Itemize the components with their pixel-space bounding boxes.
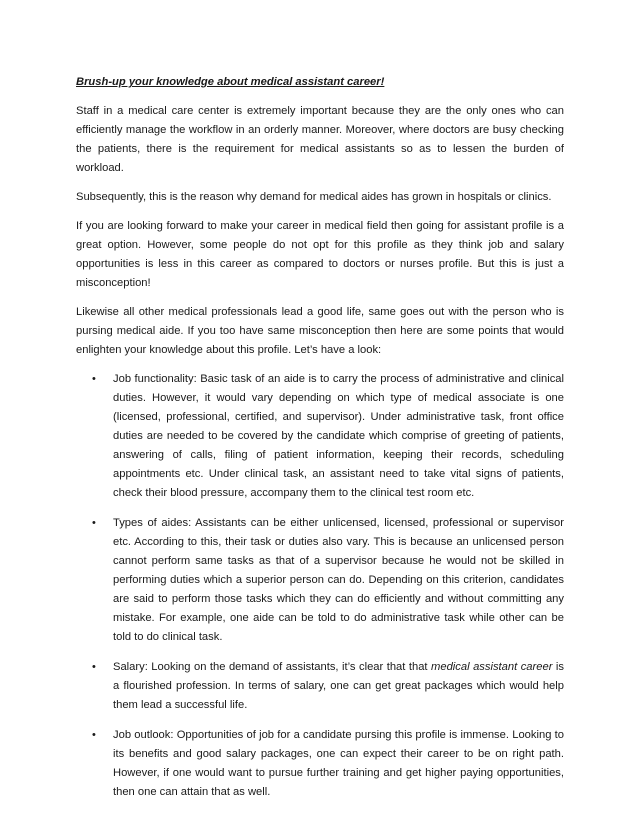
bullet-job-outlook [76,726,564,802]
paragraph-misconception: Likewise all other medical professionals lead a good life, same goes out with the person who is pursing medical aide. If you too have same misconception then here are some points that would enlighten your knowledge about this profile. Let’s have a look: [76,306,564,356]
document-title: Brush-up your knowledge about medical assistant career! [76,76,385,88]
bullet-text: Job outlook: Opportunities of job for a candidate pursing this profile is immense. Looking to its benefits and good salary packages, one can expect their career to be on right path. However, if one would want to pursue further training and get higher paying opportunities, then one can attain that as well. [113,729,564,798]
paragraph-career-option: If you are looking forward to make your career in medical field then going for assistant profile is a great option. However, some people do not opt for this profile as they think job and salary opportunities is less in this career as compared to doctors or nurses profile. But this is just a misconception! [76,220,564,289]
bullet-salary [76,658,564,715]
document-page [76,74,564,813]
bullet-job-functionality [76,370,564,503]
bullet-text-after: is a flourished profession. In terms of salary, one can get great packages which would help them lead a successful life. [113,661,564,711]
bullet-text: Types of aides: Assistants can be either unlicensed, licensed, professional or supervisor etc. According to this, their task or duties also vary. This is because an unlicensed person cannot perform same tasks as that of a supervisor because he would not be skilled in performing duties which a superior person can do. Depending on this criterion, candidates are said to perform those tasks which they can do efficiently and without committing any mistake. For example, one aide can be told to do administrative task while other can be told to do clinical task. [113,517,564,643]
bullet-icon: • [92,517,96,529]
paragraph-demand: Subsequently, this is the reason why demand for medical aides has grown in hospitals or clinics. [76,191,552,203]
emphasis-medical-assistant-career: medical assistant career [431,661,553,673]
bullet-icon: • [92,373,96,385]
bullet-icon: • [92,729,96,741]
bullet-text: Job functionality: Basic task of an aide is to carry the process of administrative and clinical duties. However, it would vary depending on which type of medical associate is one (licensed, professional, certified, and supervisor). Under administrative task, front office duties are needed to be covered by the candidate which comprise of greeting of patients, answering of calls, filing of patient information, keeping their records, scheduling appointments etc. Under clinical task, an assistant need to take vital signs of patients, check their blood pressure, accompany them to the clinical test room etc. [113,373,564,499]
paragraph-staff-importance: Staff in a medical care center is extremely important because they are the only ones who can efficiently manage the workflow in an orderly manner. Moreover, where doctors are busy checking the patients, there is the requirement for medical assistants so as to lessen the burden of workload. [76,105,564,174]
bullet-list [76,370,564,802]
bullet-types-of-aides [76,514,564,647]
bullet-icon: • [92,661,96,673]
bullet-text-before: Salary: Looking on the demand of assistants, it’s clear that that [113,661,432,673]
